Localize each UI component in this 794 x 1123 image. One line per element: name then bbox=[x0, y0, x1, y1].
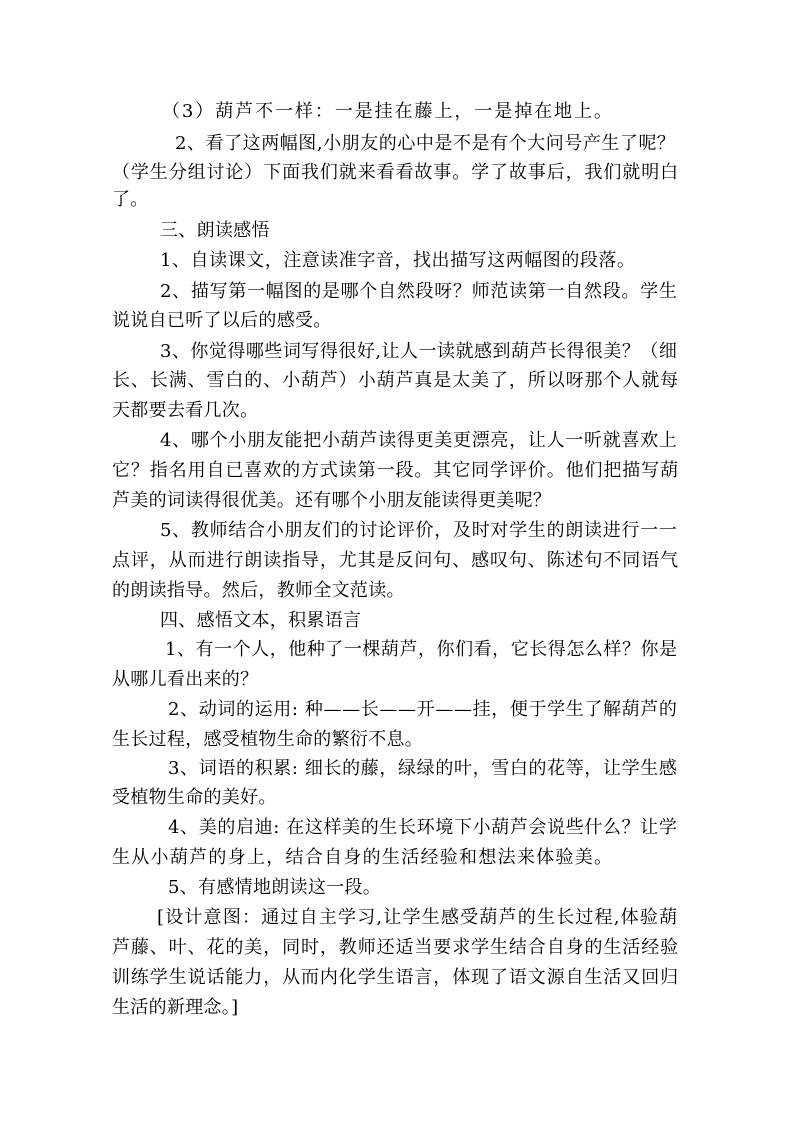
section-heading: 四、感悟文本，积累语言 bbox=[160, 610, 362, 631]
text-line: （3）葫芦不一样：一是挂在藤上，一是掉在地上。 bbox=[162, 101, 614, 122]
text-line: 长、长满、雪白的、小葫芦）小葫芦真是太美了，所以呀那个人就每 bbox=[112, 370, 679, 391]
text-line: 生长过程，感受植物生命的繁衍不息。 bbox=[112, 729, 424, 750]
text-line: 1、有一个人，他种了一棵葫芦，你们看，它长得怎么样？你是 bbox=[165, 639, 678, 660]
text-line: 3、词语的积累: 细长的藤，绿绿的叶，雪白的花等，让学生感 bbox=[168, 758, 678, 779]
text-line: 芦美的词读得很优美。还有哪个小朋友能读得更美呢？ bbox=[112, 490, 552, 511]
text-line: 4、美的启迪: 在这样美的生长环境下小葫芦会说些什么？让学 bbox=[168, 817, 678, 838]
text-line: 1、自读课文，注意读准字音，找出描写这两幅图的段落。 bbox=[160, 250, 636, 271]
text-line: 点评，从而进行朗读指导，尤其是反问句、感叹句、陈述句不同语气 bbox=[112, 550, 679, 571]
text-line: 5、教师结合小朋友们的讨论评价，及时对学生的朗读进行一一 bbox=[160, 520, 678, 541]
section-heading: 三、朗读感悟 bbox=[160, 220, 270, 241]
text-line: 4、哪个小朋友能把小葫芦读得更美更漂亮，让人一听就喜欢上 bbox=[160, 430, 678, 451]
text-line: （学生分组讨论）下面我们就来看看故事。学了故事后，我们就明白 bbox=[112, 162, 679, 183]
text-line: 它？指名用自已喜欢的方式读第一段。其它同学评价。他们把描写葫 bbox=[112, 460, 679, 481]
text-line: 训练学生说话能力，从而内化学生语言，体现了语文源自生活又回归 bbox=[112, 967, 679, 988]
text-line: 的朗读指导。然后，教师全文范读。 bbox=[112, 580, 405, 601]
text-line: 5、有感情地朗读这一段。 bbox=[168, 877, 382, 898]
text-line: 3、你觉得哪些词写得很好,让人一读就感到葫芦长得很美？（细 bbox=[160, 341, 678, 362]
text-line: 受植物生命的美好。 bbox=[112, 787, 277, 808]
text-line: 2、看了这两幅图,小朋友的心中是不是有个大问号产生了呢？ bbox=[175, 133, 676, 154]
text-line: 从哪儿看出来的？ bbox=[112, 669, 259, 690]
text-line: [设计意图：通过自主学习,让学生感受葫芦的生长过程,体验葫 bbox=[157, 907, 679, 928]
text-line: 2、动词的运用: 种——长——开——挂，便于学生了解葫芦的 bbox=[168, 699, 678, 720]
text-line: 说说自已听了以后的感受。 bbox=[112, 310, 332, 331]
text-line: 了。 bbox=[112, 189, 149, 210]
text-line: 芦藤、叶、花的美，同时，教师还适当要求学生结合自身的生活经验 bbox=[112, 937, 679, 958]
text-line: 生从小葫芦的身上，结合自身的生活经验和想法来体验美。 bbox=[112, 847, 614, 868]
text-line: 天都要去看几次。 bbox=[112, 400, 259, 421]
text-line: 2、描写第一幅图的是哪个自然段呀？师范读第一自然段。学生 bbox=[160, 281, 678, 302]
text-line: 生活的新理念。] bbox=[112, 997, 239, 1018]
